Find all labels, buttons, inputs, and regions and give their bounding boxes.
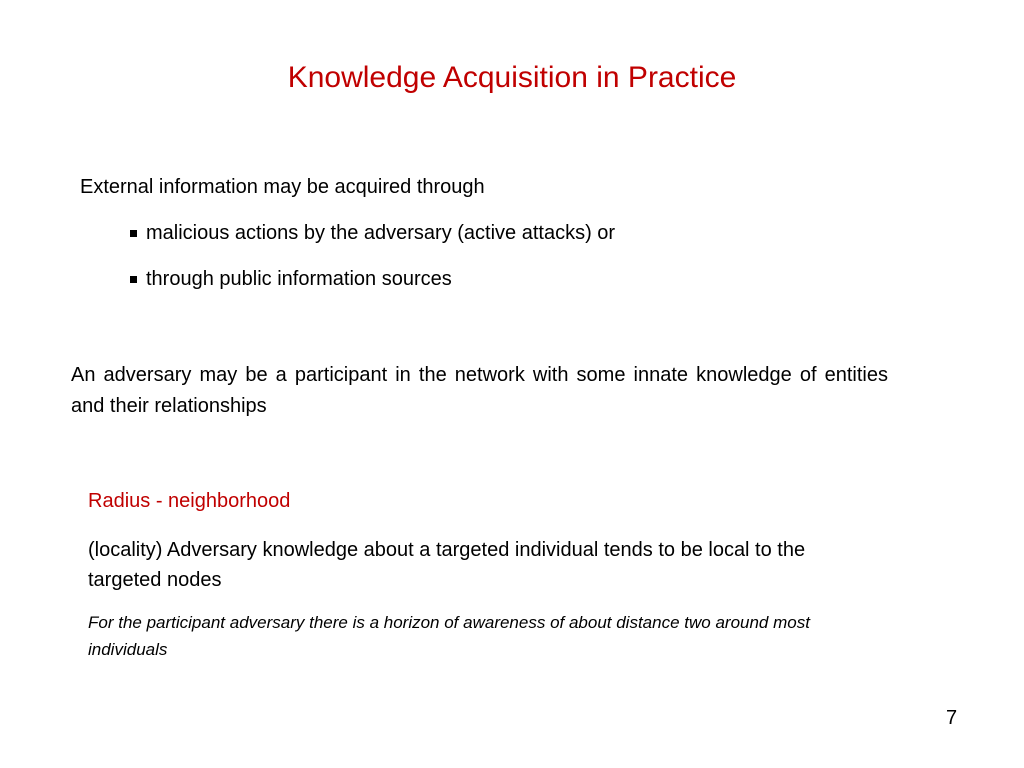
- page-number: 7: [946, 707, 958, 729]
- bullet-text: through public information sources: [146, 268, 452, 290]
- adversary-paragraph: An adversary may be a participant in the network with some innate knowledge of entities and their relationships: [71, 364, 888, 417]
- bullet-item: [130, 220, 615, 266]
- bullet-text: malicious actions by the adversary (active attacks) or: [146, 222, 616, 244]
- italic-note: For the participant adversary there is a horizon of awareness of about distance two around most individuals: [88, 613, 810, 659]
- section-heading: Radius - neighborhood: [88, 490, 291, 512]
- slide-title: Knowledge Acquisition in Practice: [287, 61, 737, 94]
- locality-text: (locality) Adversary knowledge about a targeted individual tends to be local to the targeted nodes: [88, 539, 806, 591]
- bullet-item: [130, 266, 615, 312]
- intro-text: External information may be acquired through: [80, 176, 485, 198]
- square-bullet-icon: [130, 230, 137, 237]
- square-bullet-icon: [130, 276, 137, 283]
- bullet-list: [130, 220, 615, 312]
